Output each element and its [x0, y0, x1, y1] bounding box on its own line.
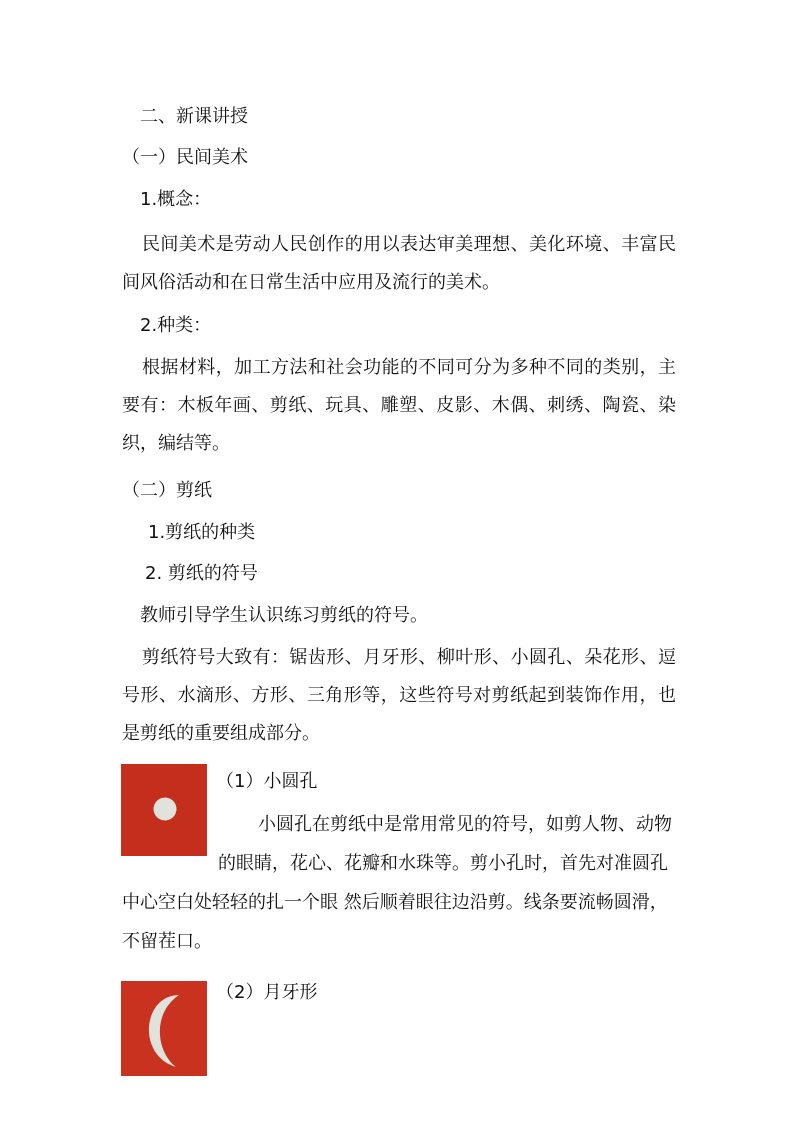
papercut-symbols: 2. 剪纸的符号	[145, 563, 258, 584]
red-paper-crescent-moon-icon	[121, 981, 207, 1076]
types-paragraph: 根据材料，加工方法和社会功能的不同可分为多种不同的类别，主要有：木板年画、剪纸、玩具、雕塑、皮影、木偶、刺绣、陶瓷、染织，编结等。	[122, 357, 676, 454]
red-paper-small-circle-hole-icon	[121, 764, 207, 856]
item1-text-line3: 中心空白处轻轻的扎一个眼 然后顺着眼往边沿剪。线条要流畅圆滑，	[122, 892, 668, 913]
crescent-image	[121, 981, 207, 1076]
concept-paragraph: 民间美术是劳动人民创作的用以表达审美理想、美化环境、丰富民间风俗活动和在日常生活中应用及流行的美术。	[122, 234, 676, 293]
item1-text-line2: 的眼睛，花心、花瓣和水珠等。剪小孔时，首先对准圆孔	[218, 853, 668, 874]
item1-text-line1: 小圆孔在剪纸中是常用常见的符号，如剪人物、动物	[258, 814, 672, 835]
section-folk-art: （一）民间美术	[122, 147, 248, 168]
types-label: 2.种类：	[140, 315, 212, 336]
item2-title: （2）月牙形	[216, 982, 318, 1003]
papercut-types: 1.剪纸的种类	[148, 522, 256, 543]
heading-new-lesson: 二、新课讲授	[140, 106, 248, 127]
concept-label: 1.概念：	[140, 189, 212, 210]
small-circle-hole-image	[121, 764, 207, 856]
item1-text-line4: 不留茬口。	[122, 931, 212, 952]
item1-title: （1）小圆孔	[216, 771, 318, 792]
teacher-guide: 教师引导学生认识练习剪纸的符号。	[140, 605, 428, 626]
symbols-paragraph: 剪纸符号大致有：锯齿形、月牙形、柳叶形、小圆孔、朵花形、逗号形、水滴形、方形、三角形等，这些符号对剪纸起到装饰作用，也是剪纸的重要组成部分。	[122, 647, 676, 744]
section-papercut: （二）剪纸	[122, 480, 212, 501]
